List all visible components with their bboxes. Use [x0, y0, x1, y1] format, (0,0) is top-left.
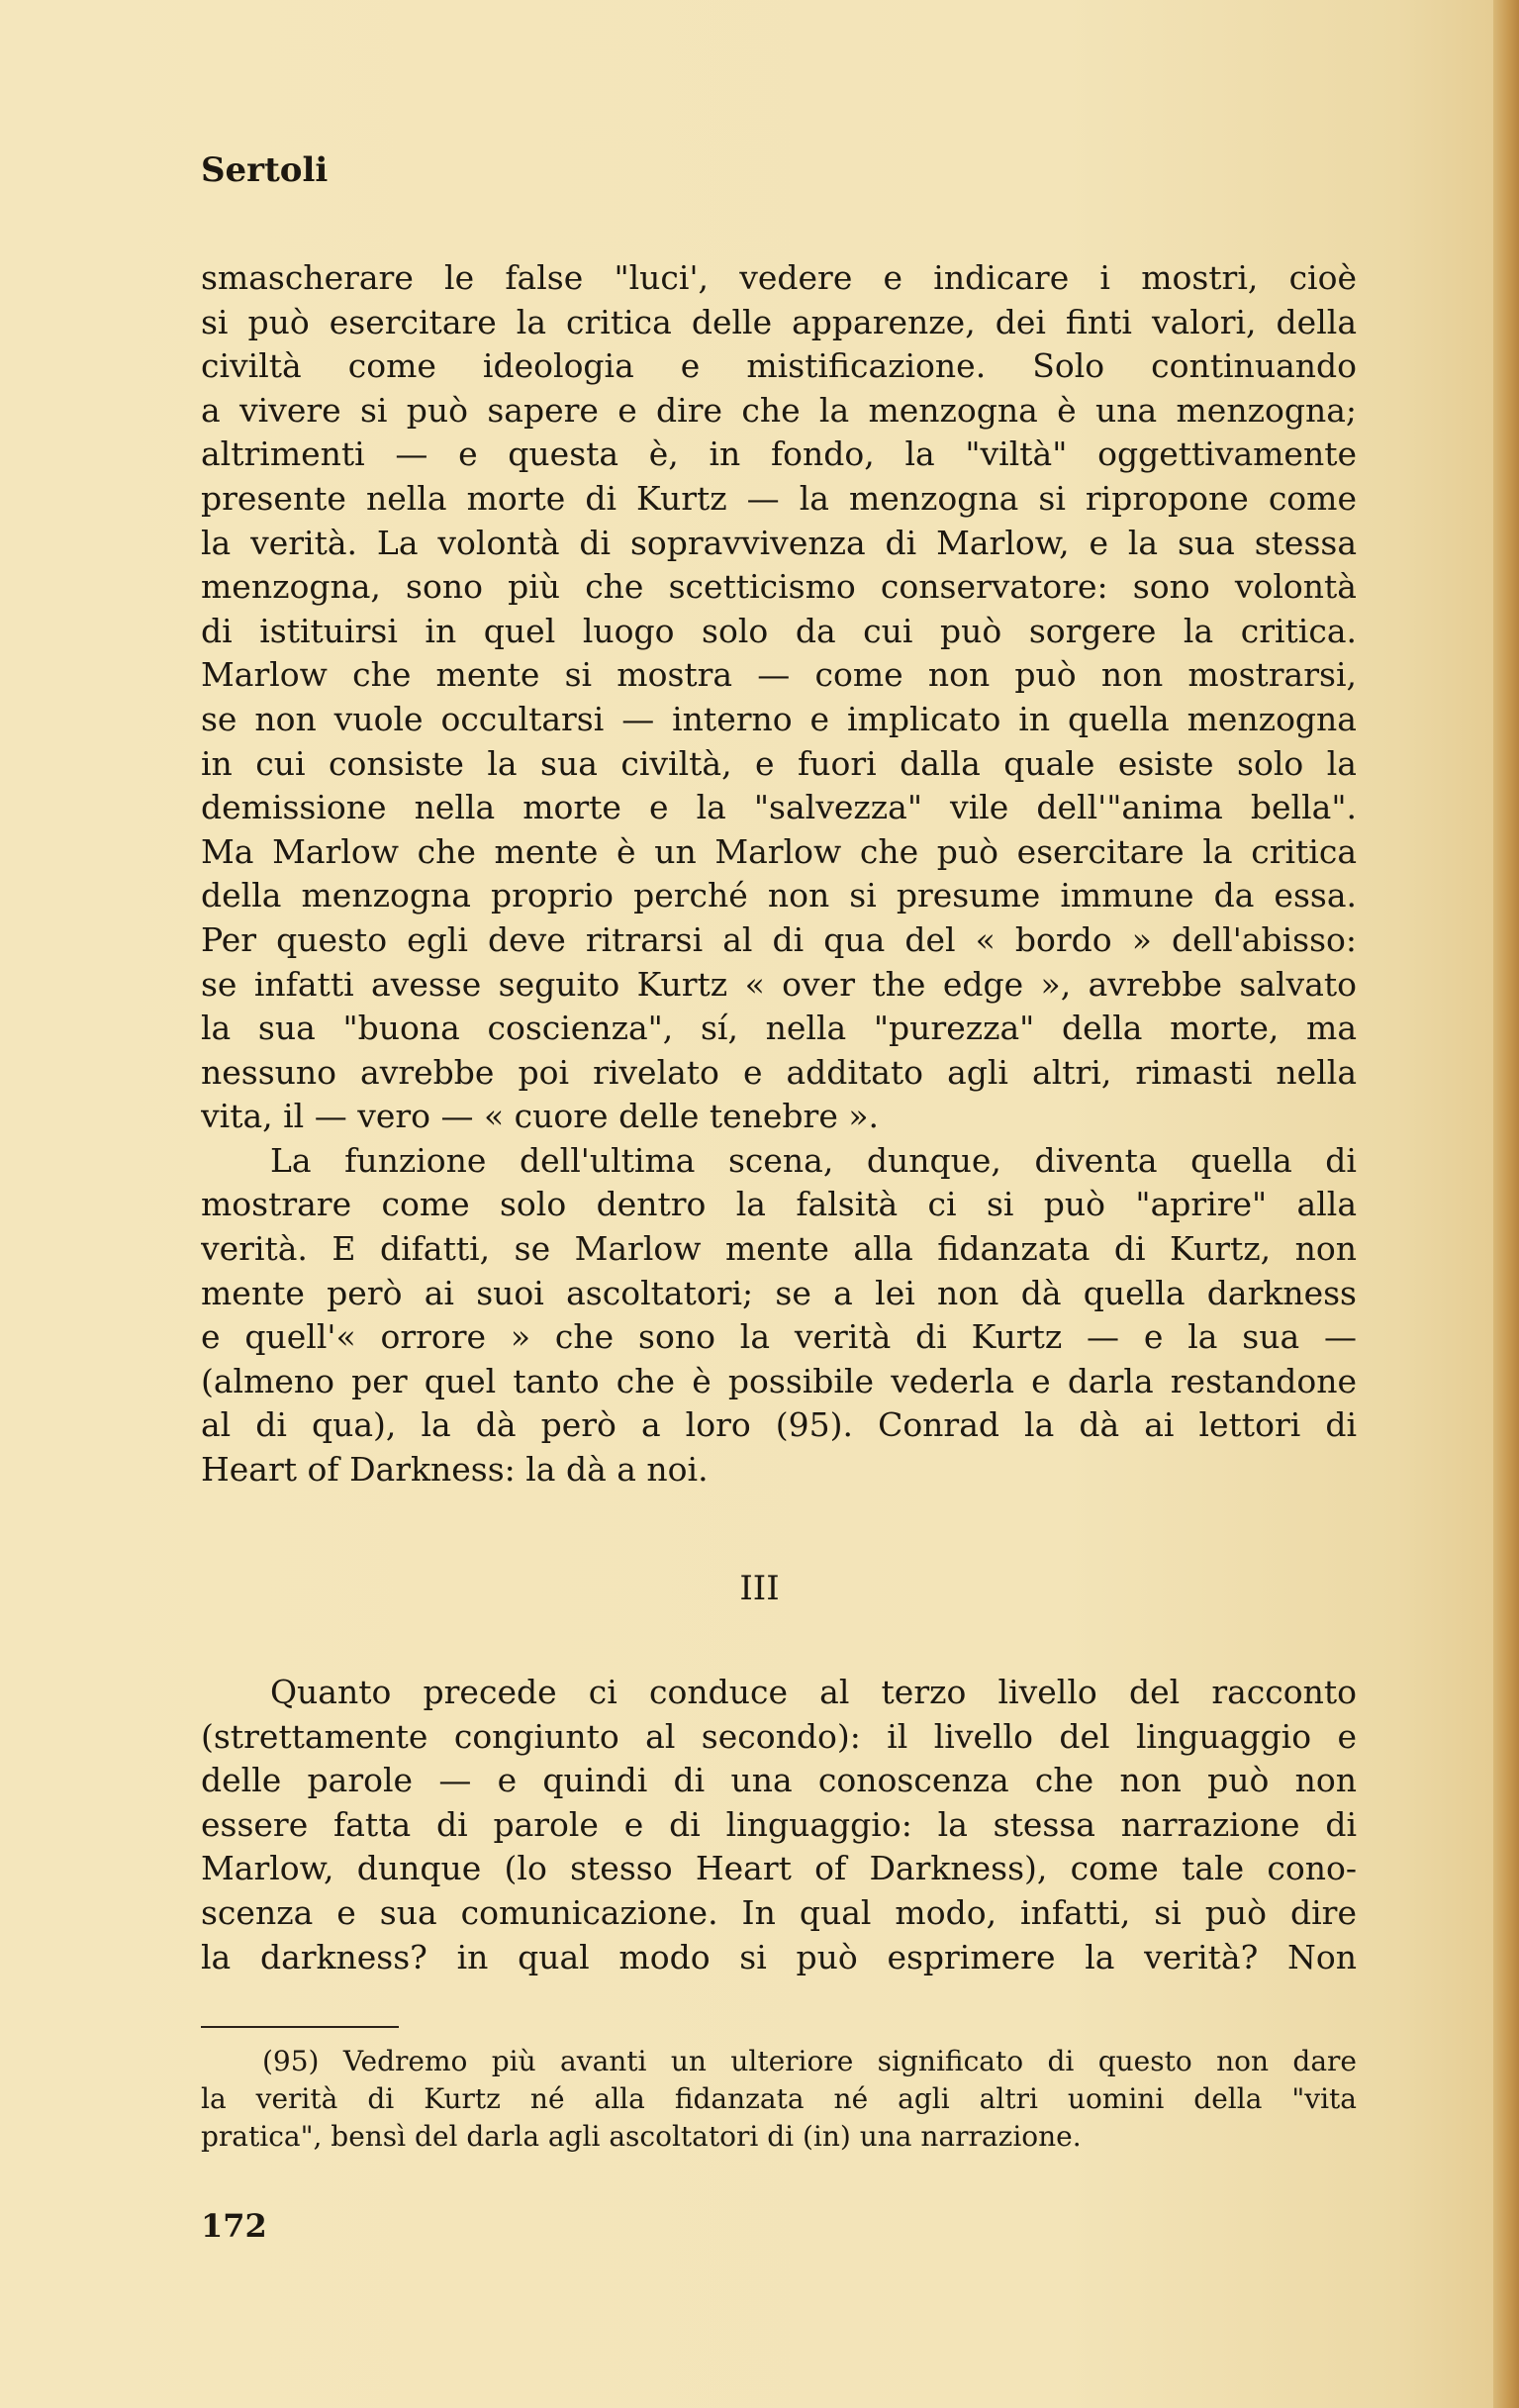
text-line: presente nella morte di Kurtz — la menzogna si ripropone come	[201, 478, 1357, 518]
footnote-rule	[201, 2026, 399, 2028]
running-head: Sertoli	[201, 150, 329, 190]
text-line: mostrare come solo dentro la falsità ci si può "aprire" alla	[201, 1185, 1357, 1224]
text-line: mente però ai suoi ascoltatori; se a lei non dà quella darkness	[201, 1273, 1357, 1312]
text-line: si può esercitare la critica delle apparenze, dei finti valori, della	[201, 302, 1357, 341]
footnote-line: (95) Vedremo più avanti un ulteriore significato di questo non dare	[262, 2045, 1357, 2077]
section-heading: III	[739, 1569, 780, 1608]
text-line: altrimenti — e questa è, in fondo, la "viltà" oggettivamente	[201, 434, 1357, 474]
text-line: (almeno per quel tanto che è possibile vederla e darla restandone	[201, 1361, 1357, 1400]
text-line: Heart of Darkness: la dà a noi.	[201, 1450, 709, 1490]
text-line: a vivere si può sapere e dire che la menzogna è una menzogna;	[201, 390, 1357, 430]
text-line: La funzione dell'ultima scena, dunque, diventa quella di	[270, 1140, 1357, 1180]
text-line: la sua "buona coscienza", sí, nella "purezza" della morte, ma	[201, 1009, 1357, 1048]
text-line: delle parole — e quindi di una conoscenza che non può non	[201, 1761, 1357, 1800]
text-line: verità. E difatti, se Marlow mente alla fidanzata di Kurtz, non	[201, 1229, 1357, 1269]
text-line: Marlow, dunque (lo stesso Heart of Darkness), come tale cono-	[201, 1849, 1357, 1888]
text-line: menzogna, sono più che scetticismo conservatore: sono volontà	[201, 567, 1357, 607]
text-line: Ma Marlow che mente è un Marlow che può esercitare la critica	[201, 831, 1357, 871]
text-line: smascherare le false "luci', vedere e indicare i mostri, cioè	[201, 258, 1357, 297]
footnote	[201, 2043, 1357, 2156]
text-line: demissione nella morte e la "salvezza" vile dell'"anima bella".	[201, 788, 1357, 827]
text-line: scenza e sua comunicazione. In qual modo, infatti, si può dire	[201, 1892, 1357, 1932]
text-line: (strettamente congiunto al secondo): il livello del linguaggio e	[201, 1716, 1357, 1756]
text-line: essere fatta di parole e di linguaggio: la stessa narrazione di	[201, 1804, 1357, 1844]
text-line: Quanto precede ci conduce al terzo livello del racconto	[270, 1673, 1357, 1711]
text-line: nessuno avrebbe poi rivelato e additato agli altri, rimasti nella	[201, 1052, 1357, 1092]
footnote-line: pratica", bensì del darla agli ascoltatori di (in) una narrazione.	[201, 2120, 1082, 2153]
text-line: vita, il — vero — « cuore delle tenebre ».	[201, 1097, 880, 1136]
text-line: in cui consiste la sua civiltà, e fuori dalla quale esiste solo la	[201, 743, 1357, 783]
text-line: della menzogna proprio perché non si presume immune da essa.	[201, 876, 1357, 915]
body-paragraph	[201, 256, 1357, 1493]
text-line: se infatti avesse seguito Kurtz « over the edge », avrebbe salvato	[201, 964, 1357, 1004]
page-number: 172	[201, 2207, 267, 2245]
text-line: la verità. La volontà di sopravvivenza di Marlow, e la sua stessa	[201, 523, 1357, 562]
text-line: e quell'« orrore » che sono la verità di Kurtz — e la sua —	[201, 1317, 1357, 1357]
text-line: la darkness? in qual modo si può esprimere la verità? Non	[201, 1937, 1357, 1976]
page-edge	[1493, 0, 1519, 2408]
text-line: Marlow che mente si mostra — come non può non mostrarsi,	[201, 655, 1357, 695]
text-line: al di qua), la dà però a loro (95). Conrad la dà ai lettori di	[201, 1405, 1357, 1445]
text-line: se non vuole occultarsi — interno e implicato in quella menzogna	[201, 699, 1357, 738]
section-paragraph	[201, 1671, 1357, 1979]
footnote-line: la verità di Kurtz né alla fidanzata né agli altri uomini della "vita	[201, 2082, 1357, 2115]
text-line: civiltà come ideologia e mistificazione. Solo continuando	[201, 346, 1357, 386]
text-line: di istituirsi in quel luogo solo da cui può sorgere la critica.	[201, 611, 1357, 650]
text-line: Per questo egli deve ritrarsi al di qua del « bordo » dell'abisso:	[201, 919, 1357, 959]
